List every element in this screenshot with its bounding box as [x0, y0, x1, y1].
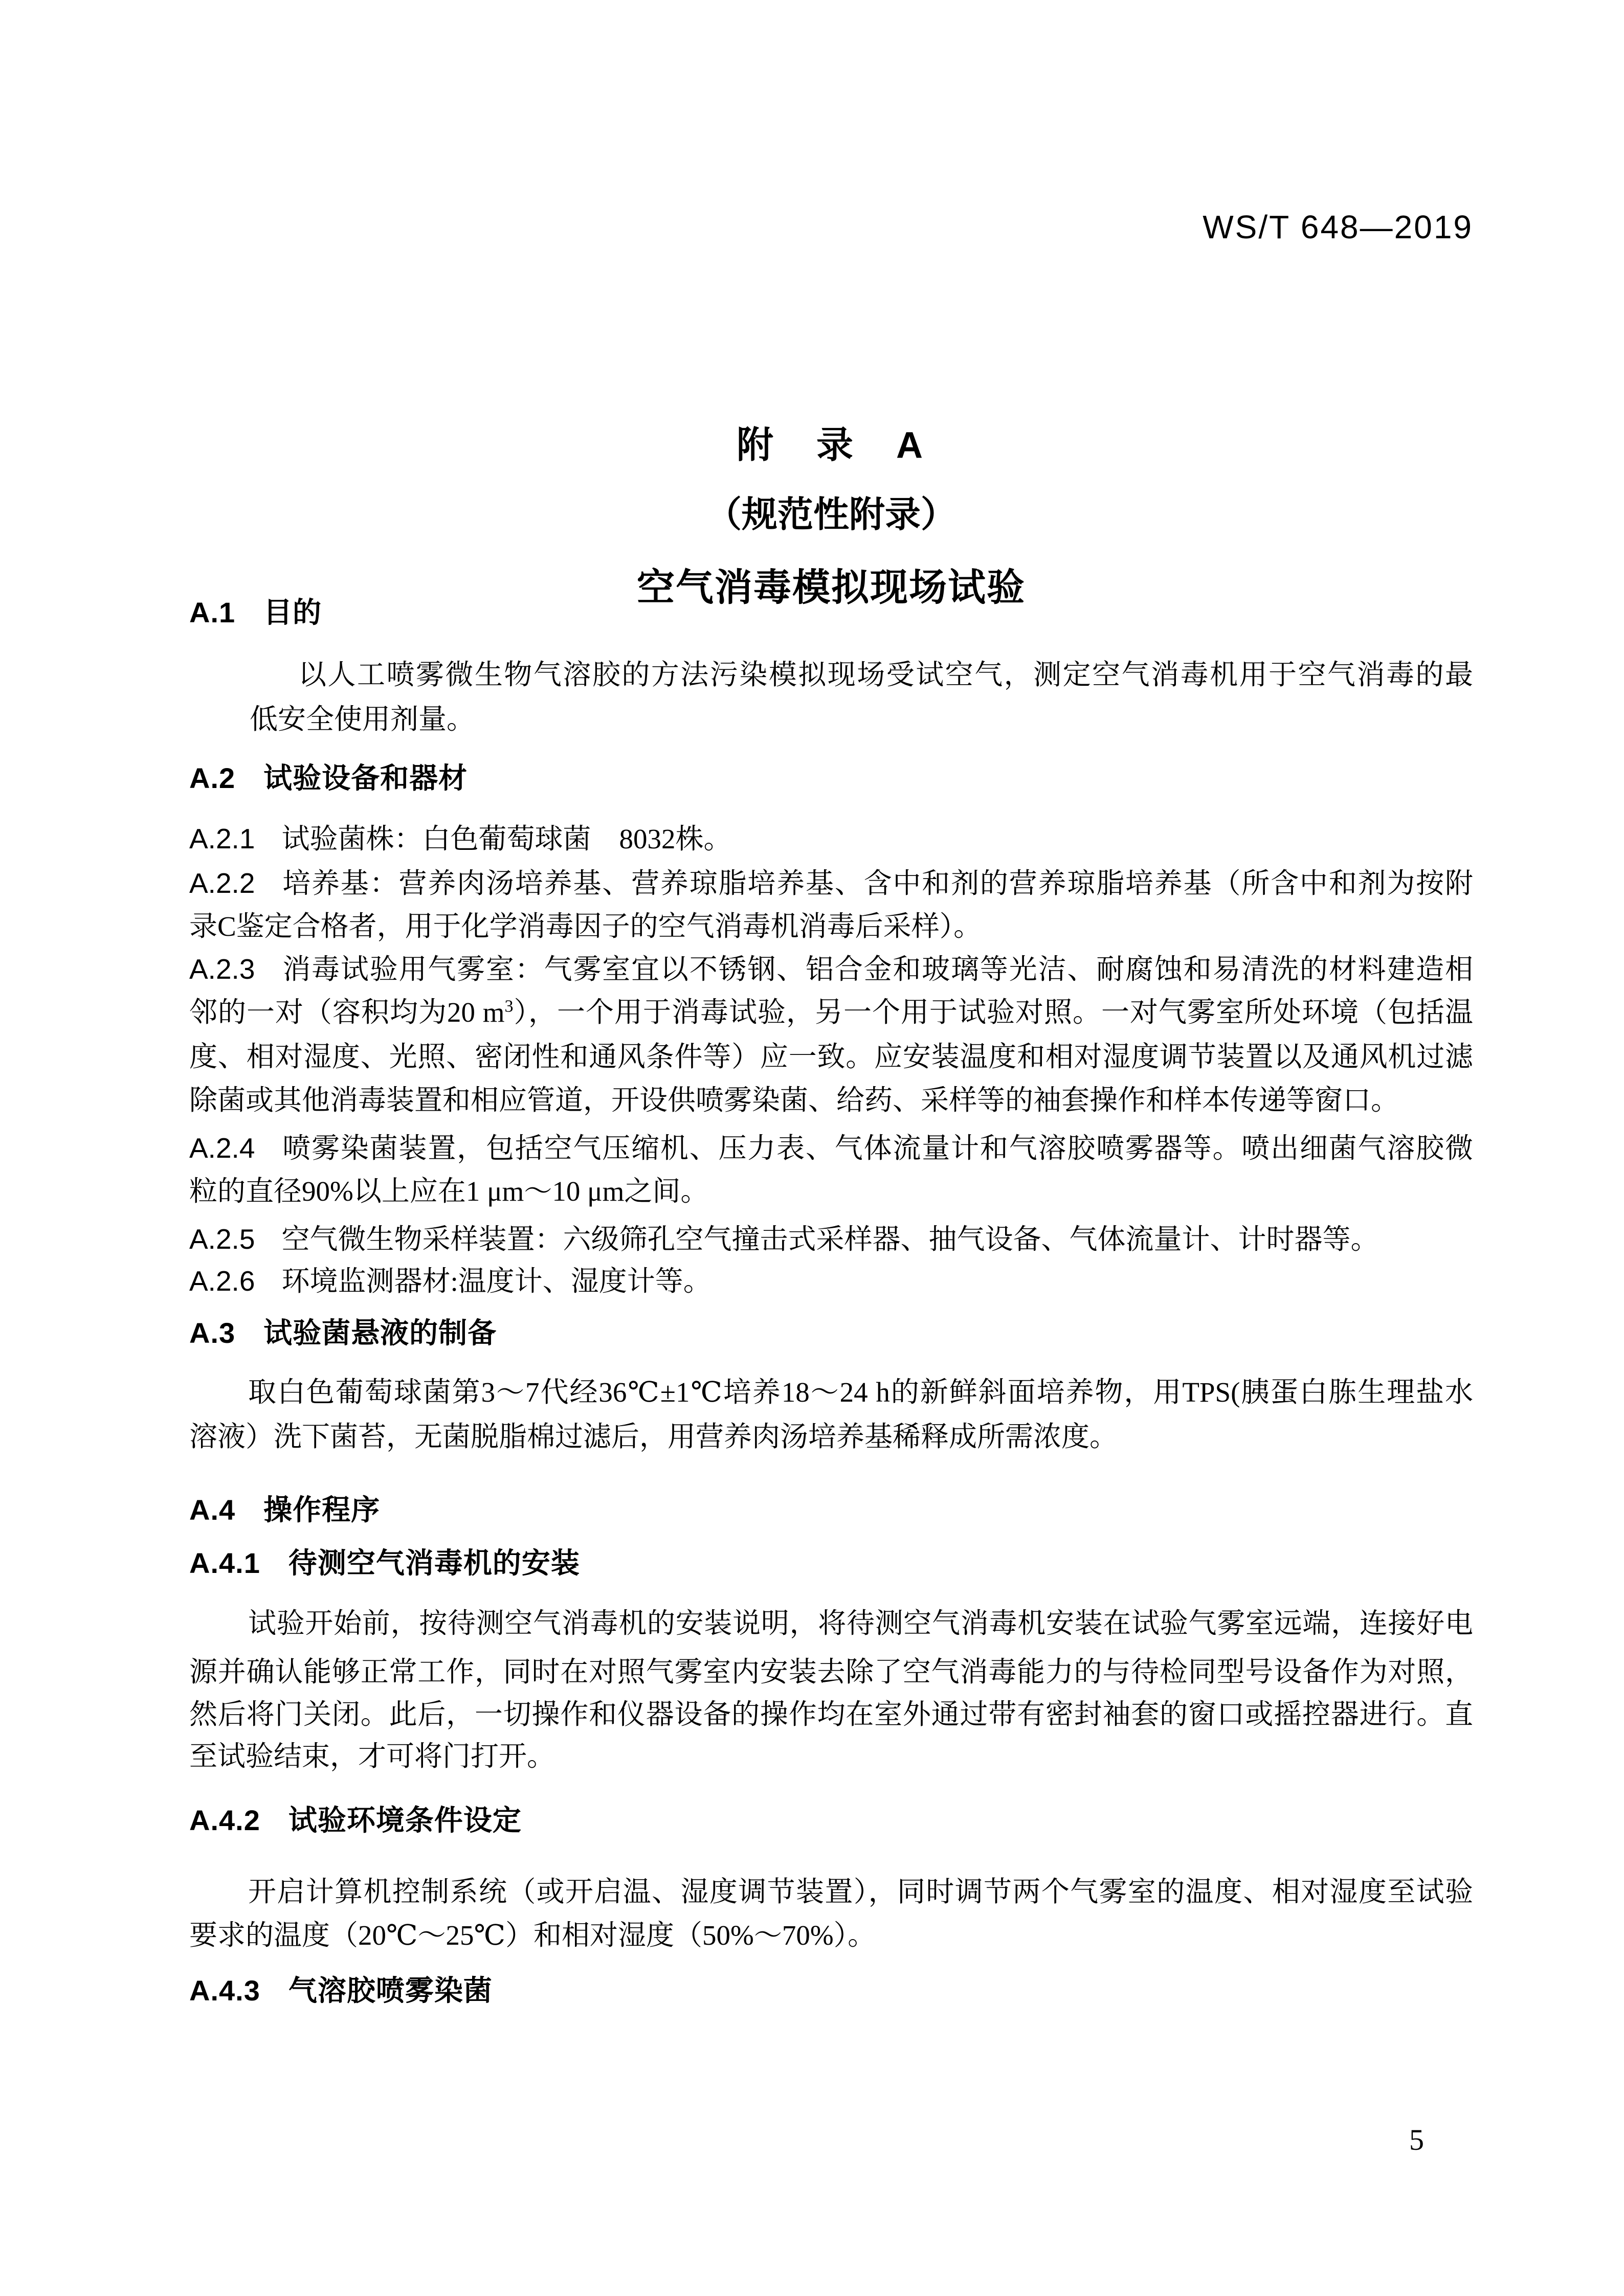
section-heading-a1 [189, 595, 1473, 631]
section-heading-a2 [189, 760, 1473, 796]
appendix-name: 空气消毒模拟现场试验 [637, 566, 1026, 609]
section-title: 气溶胶喷雾染菌 [288, 1974, 493, 2007]
section-number: A.1 [189, 596, 236, 628]
item-number: A.2.6 [189, 1265, 255, 1297]
paragraph-line: 以人工喷雾微生物气溶胶的方法污染模拟现场受试空气，测定空气消毒机用于空气消毒的最 [298, 659, 1473, 690]
item-number: A.2.2 [189, 867, 255, 899]
paragraph-line: 低安全使用剂量。 [250, 704, 475, 735]
section-number: A.3 [189, 1317, 236, 1349]
paragraph-line: 要求的温度（20℃～25℃）和相对湿度（50%～70%）。 [189, 1920, 876, 1951]
page-number: 5 [1409, 2123, 1424, 2156]
section-title: 试验菌悬液的制备 [263, 1317, 497, 1349]
section-title: 试验设备和器材 [263, 762, 468, 794]
paragraph-line: 开启计算机控制系统（或开启温、湿度调节装置），同时调节两个气雾室的温度、相对湿度至试验 [248, 1876, 1473, 1907]
item-number: A.2.1 [189, 823, 255, 854]
section-number: A.4.3 [189, 1974, 260, 2007]
section-title: 试验环境条件设定 [288, 1804, 522, 1836]
section-title: 操作程序 [263, 1494, 381, 1526]
item-a23-line: 除菌或其他消毒装置和相应管道，开设供喷雾染菌、给药、采样等的袖套操作和样本传递等窗口。 [189, 1085, 1399, 1116]
item-text: 试验菌株：白色葡萄球菌 8032株。 [281, 823, 732, 854]
paragraph-line: 源并确认能够正常工作，同时在对照气雾室内安装去除了空气消毒能力的与待检同型号设备作为对照， [189, 1656, 1473, 1687]
item-a26 [189, 1263, 1473, 1299]
item-a24 [189, 1130, 1473, 1166]
standard-code: WS/T 648—2019 [1203, 209, 1473, 245]
item-number: A.2.4 [189, 1132, 255, 1164]
section-title: 目的 [263, 596, 322, 628]
paragraph-line: 溶液）洗下菌苔，无菌脱脂棉过滤后，用营养肉汤培养基稀释成所需浓度。 [189, 1421, 1118, 1452]
appendix-subtitle: （规范性附录） [706, 494, 956, 534]
section-heading-a43 [189, 1973, 1473, 2009]
item-a22-line: 录C鉴定合格者，用于化学消毒因子的空气消毒机消毒后采样）。 [189, 911, 982, 942]
item-a23-line [189, 995, 1473, 1030]
item-number: A.2.5 [189, 1223, 255, 1255]
item-text: 空气微生物采样装置：六级筛孔空气撞击式采样器、抽气设备、气体流量计、计时器等。 [281, 1224, 1379, 1255]
item-a23 [189, 951, 1473, 987]
section-number: A.4.1 [189, 1547, 260, 1579]
item-text: 环境监测器材:温度计、湿度计等。 [281, 1266, 711, 1297]
section-heading-a4 [189, 1492, 1473, 1528]
item-a22 [189, 865, 1473, 902]
section-title: 待测空气消毒机的安装 [288, 1547, 580, 1579]
item-a21 [189, 821, 1473, 857]
section-heading-a42 [189, 1803, 1473, 1838]
item-text: 喷雾染菌装置，包括空气压缩机、压力表、气体流量计和气溶胶喷雾器等。喷出细菌气溶胶微 [281, 1133, 1473, 1164]
section-number: A.4 [189, 1494, 236, 1526]
section-heading-a41 [189, 1545, 1473, 1581]
item-number: A.2.3 [189, 953, 255, 985]
item-a25 [189, 1221, 1473, 1257]
section-number: A.4.2 [189, 1804, 260, 1836]
paragraph-line: 至试验结束，才可将门打开。 [189, 1741, 555, 1772]
item-text: 消毒试验用气雾室：气雾室宜以不锈钢、铝合金和玻璃等光洁、耐腐蚀和易清洗的材料建造相 [281, 954, 1473, 985]
paragraph-line: 取白色葡萄球菌第3～7代经36℃±1℃培养18～24 h的新鲜斜面培养物，用TPS(胰蛋白胨生理盐水 [248, 1377, 1473, 1408]
superscript-3: 3 [504, 997, 514, 1016]
appendix-title: 附 录 A [737, 425, 926, 466]
paragraph-line: 试验开始前，按待测空气消毒机的安装说明，将待测空气消毒机安装在试验气雾室远端，连接好电 [248, 1608, 1473, 1639]
section-heading-a3 [189, 1315, 1473, 1351]
section-number: A.2 [189, 762, 236, 794]
item-a23-line: 度、相对湿度、光照、密闭性和通风条件等）应一致。应安装温度和相对湿度调节装置以及通风机过滤 [189, 1041, 1473, 1072]
item-text: ），一个用于消毒试验，另一个用于试验对照。一对气雾室所处环境（包括温 [513, 997, 1473, 1028]
paragraph-line: 然后将门关闭。此后，一切操作和仪器设备的操作均在室外通过带有密封袖套的窗口或摇控器进行。直 [189, 1699, 1473, 1730]
item-text: 培养基：营养肉汤培养基、营养琼脂培养基、含中和剂的营养琼脂培养基（所含中和剂为按附 [281, 868, 1473, 899]
item-a24-line: 粒的直径90%以上应在1 μm～10 μm之间。 [189, 1176, 709, 1207]
item-text: 邻的一对（容积均为20 m [189, 997, 505, 1028]
